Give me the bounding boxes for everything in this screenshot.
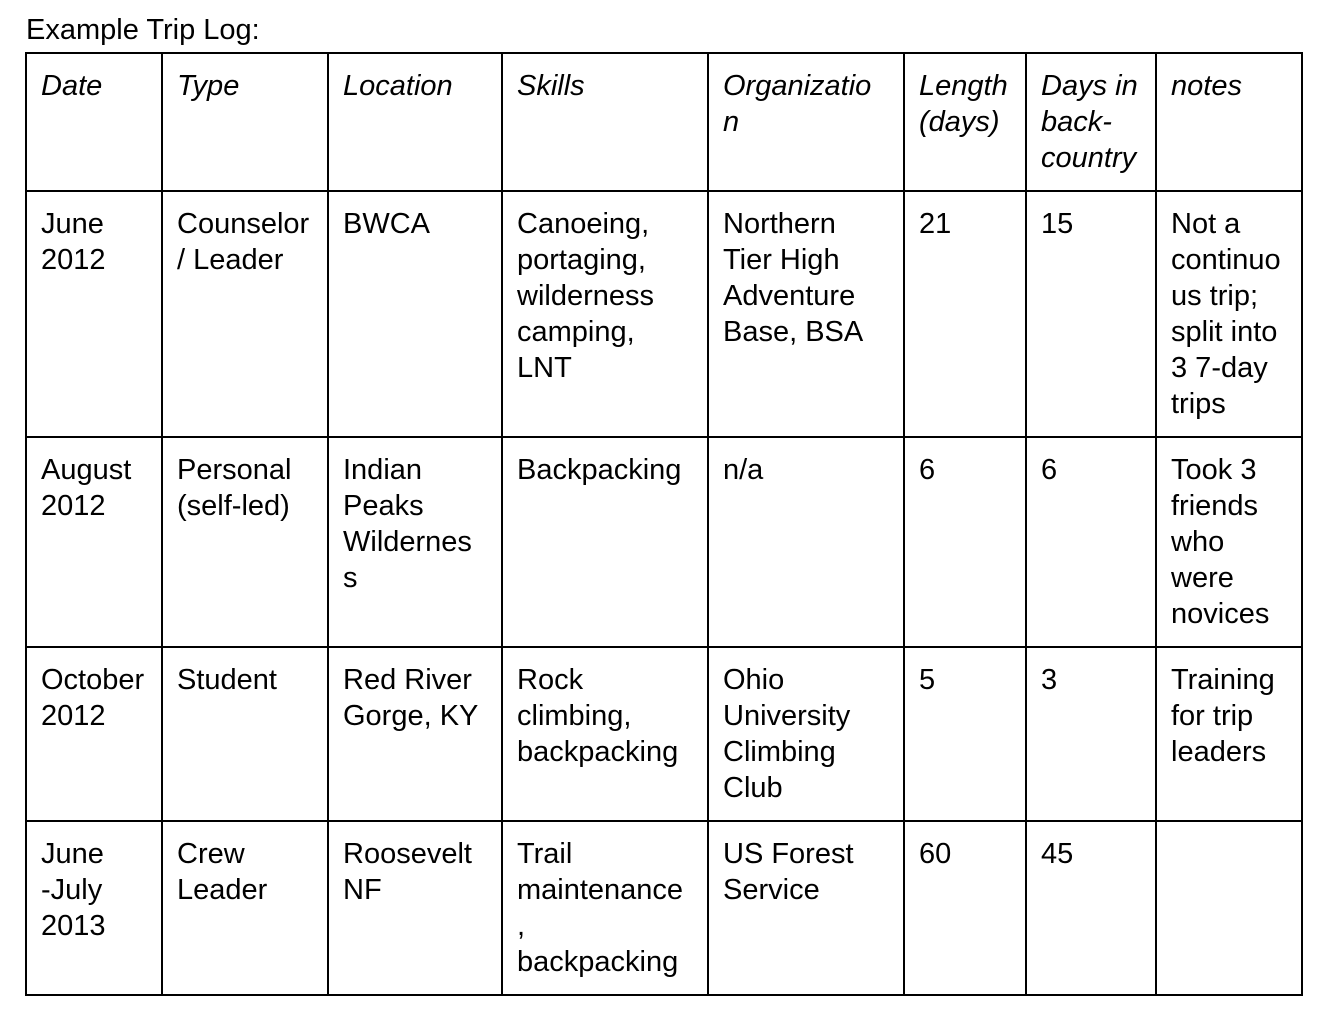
cell-location: [328, 647, 502, 821]
table-row: [26, 647, 1302, 821]
cell-notes-text: Not a continuo us trip; split into 3 7-day trips: [1171, 208, 1281, 420]
cell-location: [328, 191, 502, 437]
cell-date-text: October 2012: [41, 664, 145, 732]
table-row: [26, 437, 1302, 647]
cell-notes: [1156, 821, 1302, 995]
header-cell-skills: [502, 53, 708, 191]
cell-type: [162, 647, 328, 821]
cell-organization: [708, 437, 904, 647]
header-cell-type: [162, 53, 328, 191]
header-label-location: Location: [343, 70, 453, 102]
header-label-skills: Skills: [517, 70, 585, 102]
cell-type: [162, 437, 328, 647]
header-cell-length: [904, 53, 1026, 191]
cell-organization: [708, 191, 904, 437]
cell-length: [904, 437, 1026, 647]
cell-date: [26, 647, 162, 821]
cell-date: [26, 821, 162, 995]
cell-notes: [1156, 437, 1302, 647]
cell-notes: [1156, 191, 1302, 437]
cell-type-text: Counselor / Leader: [177, 208, 310, 276]
trip-log-table: [25, 52, 1303, 996]
cell-type-text: Student: [177, 664, 277, 696]
cell-organization-text: n/a: [723, 454, 764, 486]
cell-organization-text: US Forest Service: [723, 838, 854, 906]
cell-backcountry: [1026, 191, 1156, 437]
cell-length-text: 60: [919, 838, 952, 870]
header-label-date: Date: [41, 70, 103, 102]
cell-skills-text: Backpacking: [517, 454, 682, 486]
header-label-notes: notes: [1171, 70, 1242, 102]
cell-location-text: Red River Gorge, KY: [343, 664, 479, 732]
header-cell-notes: [1156, 53, 1302, 191]
header-label-type: Type: [177, 70, 240, 102]
cell-organization-text: Northern Tier High Adventure Base, BSA: [723, 208, 864, 348]
cell-date: [26, 437, 162, 647]
header-cell-date: [26, 53, 162, 191]
cell-backcountry: [1026, 821, 1156, 995]
cell-organization: [708, 647, 904, 821]
cell-skills-text: Canoeing, portaging, wilderness camping, LNT: [517, 208, 654, 384]
cell-skills: [502, 821, 708, 995]
cell-backcountry-text: 3: [1041, 664, 1058, 696]
cell-length: [904, 821, 1026, 995]
cell-notes: [1156, 647, 1302, 821]
cell-notes-text: Training for trip leaders: [1171, 664, 1275, 768]
cell-notes-text: Took 3 friends who were novices: [1171, 454, 1270, 630]
table-row: [26, 821, 1302, 995]
table-row: [26, 191, 1302, 437]
cell-location: [328, 437, 502, 647]
cell-type-text: Personal (self-led): [177, 454, 292, 522]
cell-skills: [502, 647, 708, 821]
cell-skills-text: Trail maintenance , backpacking: [517, 838, 684, 978]
cell-type: [162, 821, 328, 995]
header-label-organization: Organizatio n: [723, 70, 872, 138]
cell-skills: [502, 191, 708, 437]
cell-organization: [708, 821, 904, 995]
cell-backcountry-text: 45: [1041, 838, 1074, 870]
cell-organization-text: Ohio University Climbing Club: [723, 664, 851, 804]
cell-date-text: June -July 2013: [41, 838, 106, 942]
cell-length: [904, 191, 1026, 437]
cell-date-text: August 2012: [41, 454, 132, 522]
header-cell-location: [328, 53, 502, 191]
table-header-row: [26, 53, 1302, 191]
document-caption: Example Trip Log:: [26, 14, 260, 46]
cell-type: [162, 191, 328, 437]
cell-location-text: Roosevelt NF: [343, 838, 472, 906]
cell-date-text: June 2012: [41, 208, 106, 276]
cell-backcountry: [1026, 437, 1156, 647]
cell-length-text: 21: [919, 208, 952, 240]
cell-length-text: 6: [919, 454, 936, 486]
header-cell-backcountry: [1026, 53, 1156, 191]
cell-date: [26, 191, 162, 437]
cell-skills-text: Rock climbing, backpacking: [517, 664, 679, 768]
cell-location-text: BWCA: [343, 208, 430, 240]
header-label-backcountry: Days in back- country: [1041, 70, 1138, 174]
cell-location-text: Indian Peaks Wildernes s: [343, 454, 472, 594]
header-label-length: Length (days): [919, 70, 1008, 138]
cell-length: [904, 647, 1026, 821]
cell-backcountry-text: 6: [1041, 454, 1058, 486]
cell-backcountry-text: 15: [1041, 208, 1074, 240]
cell-backcountry: [1026, 647, 1156, 821]
cell-type-text: Crew Leader: [177, 838, 268, 906]
header-cell-organization: [708, 53, 904, 191]
cell-skills: [502, 437, 708, 647]
cell-length-text: 5: [919, 664, 936, 696]
cell-location: [328, 821, 502, 995]
